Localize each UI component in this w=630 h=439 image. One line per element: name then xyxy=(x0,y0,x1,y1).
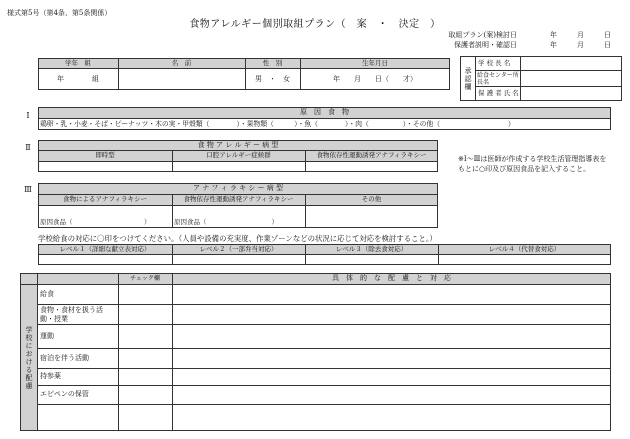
date-month-confirm: 月 xyxy=(577,41,584,49)
detail-cell-lunch[interactable] xyxy=(173,285,610,303)
lunch-instruction: 学校給食の対応に〇印をつけてください。（人員や設備の充実度、作業ゾーンなどの状況に応じて対応を検討すること。） xyxy=(38,234,437,244)
level-3: レベル３（除去食対応） xyxy=(335,244,408,253)
form-id: 様式第5号（第4条、第5条関係） xyxy=(7,9,112,17)
level-2: レベル２（一部弁当対応） xyxy=(199,244,278,253)
header-class: 学年 組 xyxy=(65,58,91,67)
allergy-type-oral-field[interactable] xyxy=(173,162,304,171)
allergy-type-header: 食 物 ア レ ル ギ ー 病 型 xyxy=(197,140,279,149)
anaphylaxis-type-header: ア ナ フ ィ ラ キ シ ー 病 型 xyxy=(192,184,284,192)
detail-column-header: 具 体 的 な 配 慮 と 対 応 xyxy=(332,274,451,282)
plan-row-medication: 持参薬 xyxy=(40,372,61,380)
approval-center-field[interactable] xyxy=(521,71,621,86)
class-field[interactable]: 年 組 xyxy=(57,74,99,83)
name-field[interactable] xyxy=(118,68,245,90)
cause-food-options[interactable]: 鶏卵・乳・小麦・そば・ピーナッツ・木の実・甲殻類（ ）・果物類（ ）・魚（ ）・肉（ ）・その他（ ） xyxy=(40,119,515,128)
plan-row-exercise: 運動 xyxy=(40,331,54,340)
approval-guardian-field[interactable] xyxy=(521,87,621,100)
date-year-confirm: 年 xyxy=(550,41,557,49)
detail-cell-overnight[interactable] xyxy=(173,349,610,367)
check-cell-medication[interactable] xyxy=(119,369,171,384)
anaphylaxis-fdeia: 食物依存性運動誘発アナフィラキシー xyxy=(183,195,294,204)
level-1-check[interactable] xyxy=(39,255,171,264)
anaphylaxis-other: その他 xyxy=(361,195,382,204)
check-cell-extra[interactable] xyxy=(119,405,171,430)
level-2-check[interactable] xyxy=(173,255,304,264)
plan-row-food-activities: 食物・食材を扱う活動・授業 xyxy=(40,306,103,323)
check-cell-epipen[interactable] xyxy=(119,386,171,403)
check-cell-overnight[interactable] xyxy=(119,349,171,367)
cause-food-header: 原 因 食 物 xyxy=(300,108,349,116)
check-column-header: チェック欄 xyxy=(130,274,160,282)
allergy-type-oral: 口腔アレルギー症候群 xyxy=(206,151,271,160)
level-4: レベル４（代替食対応） xyxy=(488,244,561,253)
anaphylaxis-fdeia-cause-field[interactable]: 原因食品（ ） xyxy=(174,217,278,226)
anaphylaxis-other-field[interactable] xyxy=(306,206,437,227)
date-day-confirm: 日 xyxy=(604,41,611,49)
plan-row-epipen: エピペンの保管 xyxy=(40,390,89,398)
allergy-type-immediate: 即時型 xyxy=(95,151,115,160)
anaphylaxis-food-cause-field[interactable]: 原因食品（ ） xyxy=(40,217,151,226)
plan-row-overnight: 宿泊を伴う活動 xyxy=(40,353,89,362)
detail-cell-epipen[interactable] xyxy=(173,386,610,403)
check-cell-food-activities[interactable] xyxy=(119,305,171,323)
approval-principal-label: 学 校 長 名 xyxy=(478,58,511,67)
date-year-review: 年 xyxy=(550,31,557,39)
approval-guardian-label: 保 護 者 氏 名 xyxy=(478,89,519,98)
date-month-review: 月 xyxy=(577,31,584,39)
check-cell-lunch[interactable] xyxy=(119,285,171,303)
plan-row-lunch: 給食 xyxy=(40,289,54,298)
allergy-type-fdeia: 食物依存性運動誘発アナフィラキシー xyxy=(316,151,427,160)
detail-cell-medication[interactable] xyxy=(173,369,610,384)
check-cell-exercise[interactable] xyxy=(119,325,171,347)
level-4-check[interactable] xyxy=(439,255,610,264)
header-birthdate: 生年月日 xyxy=(362,58,388,67)
detail-cell-extra[interactable] xyxy=(173,405,610,430)
header-name: 名 前 xyxy=(171,58,192,67)
doctor-note: ※Ⅰ～Ⅲは医師が作成する学校生活管理指導表をもとに○印及び原因食品を記入すること。 xyxy=(458,155,607,173)
page-title: 食物アレルギー個別取組プラン（ 案 ・ 決定 ） xyxy=(189,19,441,30)
level-1: レベル１（詳細な献立表対応） xyxy=(59,244,151,253)
section-3-number: Ⅲ xyxy=(24,185,32,194)
gender-field[interactable]: 男 ・ 女 xyxy=(255,74,290,83)
allergy-type-immediate-field[interactable] xyxy=(39,162,171,171)
approval-principal-field[interactable] xyxy=(521,57,621,70)
approval-side-label: 承認欄 xyxy=(464,66,472,91)
section-2-number: Ⅱ xyxy=(25,143,31,152)
anaphylaxis-food: 食物によるアナフィラキシー xyxy=(63,195,147,204)
date-day-review: 日 xyxy=(604,31,611,39)
birthdate-field[interactable]: 年 月 日（ 才） xyxy=(333,74,417,83)
section-1-number: Ⅰ xyxy=(26,111,30,120)
allergy-type-fdeia-field[interactable] xyxy=(306,162,437,171)
detail-cell-exercise[interactable] xyxy=(173,325,610,347)
level-3-check[interactable] xyxy=(306,255,437,264)
date-label-review: 取組プラン(案)検討日 xyxy=(448,31,517,39)
approval-center-label: 給食センター所長名 xyxy=(477,72,519,86)
date-label-confirm: 保護者説明・確認日 xyxy=(454,41,517,49)
header-gender: 性 別 xyxy=(262,58,283,67)
detail-cell-food-activities[interactable] xyxy=(173,305,610,323)
plan-side-label: 学校における配慮 xyxy=(25,325,33,390)
